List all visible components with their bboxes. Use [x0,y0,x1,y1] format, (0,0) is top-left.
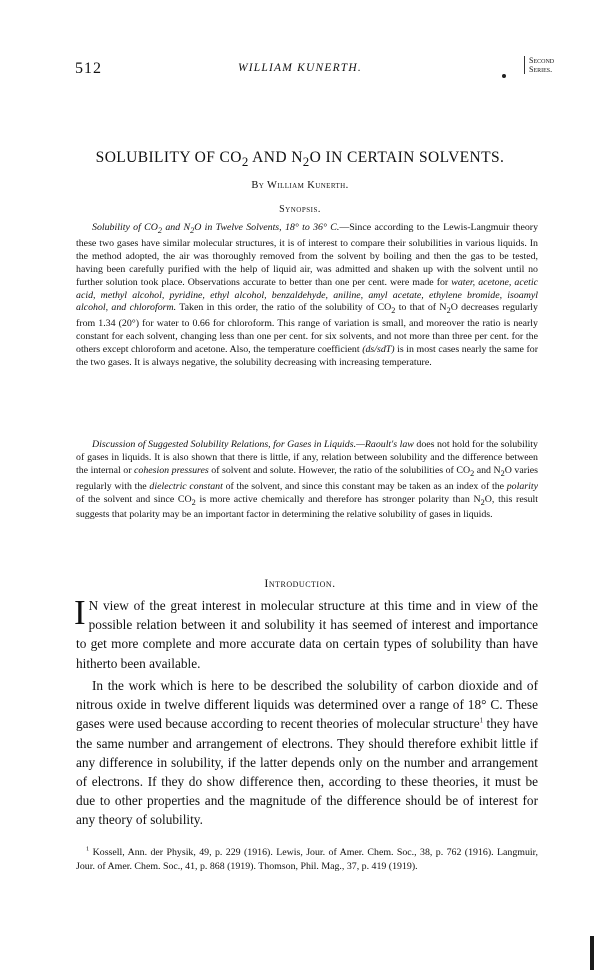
series-line-2: Series. [529,65,553,74]
series-marker [524,56,554,74]
running-head: WILLIAM KUNERTH. [238,62,362,74]
author-byline: By William Kunerth. [251,180,349,191]
scan-edge-mark [588,936,596,970]
solvent-list: water, acetone, acetic acid, methyl alcohol, pyridine, ethyl alcohol, benzaldehyde, aniline, amyl acetate, ethylene bromide, isoamyl alcohol, and chloroform. [76,276,538,314]
title-subscript: 2 [302,154,310,170]
series-line-1: Second [529,56,555,65]
title-part: SOLUBILITY OF CO [95,149,242,166]
synopsis-paragraph-2: Discussion of Suggested Solubility Relations, for Gases in Liquids.—Raoult's law does not hold for the solubility of gases in liquids. It is also shown that there is little, if any, relation between solubility and the difference between the internal or cohesion pressures of solvent and solute. However, the ratio of the solubilities of $CO_2$ and $N_2O$ varies regularly with the dielectric constant of the solvent, and since this constant may be taken as an index of the polarity of the solvent and since $CO_2$ is more active chemically and therefore has stronger polarity than $N_2O$, this result suggests that polarity may be an important factor in determining the relative solubility of gases in liquids. [76,439,539,521]
synopsis-topic: Discussion of Suggested Solubility Relations, for Gases in Liquids. [92,439,357,450]
raoult-law: —Raoult's law [356,439,414,450]
cohesion-pressures: cohesion pressures [134,464,209,476]
footnote [76,846,538,874]
footnote-text: Kossell, Ann. der Physik, 49, p. 229 (1916). Lewis, Jour. of Amer. Chem. Soc., 38, p. 762 (1916). Langmuir, Jour. of Amer. Chem. Soc., 41, p. 868 (1919). Thomson, Phil. Mag., 37, p. 419 (1919). [76,847,538,872]
synopsis-paragraph-1: Solubility of $CO_2$ and $N_2O$ in Twelve Solvents, 18° to 36° C.—Since according to the Lewis-Langmuir theory these two gases have similar molecular structures, it is of interest to compare their solubilities in various liquids. In the method adopted, the air was thoroughly removed from the solvent by boiling and then the gas to be tested, having been carefully purified with the help of liquid air, was admitted and shaken up with the solvent until no further solution took place. Observations accurate to better than one per cent. were made for water, acetone, acetic acid, methyl alcohol, pyridine, ethyl alcohol, benzaldehyde, aniline, amyl acetate, ethylene bromide, isoamyl alcohol, and chloroform. Taken in this order, the ratio of the solubility of $CO_2$ to that of $N_2O$ decreases regularly from 1.34 (20°) for water to 0.66 for chloroform. This range of variation is small, and moreover the ratio is nearly constant for each solvent, changing less than one per cent. for six solvents, and not more than three per cent. for the others except chloroform and acetone. Also, the temperature coefficient (ds/sdT) is in most cases nearly the same for the two gases. It is always negative, the solubility decreasing with increasing temperature. [76,222,539,368]
ink-dot [502,74,506,78]
page-header [0,56,600,86]
drop-cap: I [74,593,86,632]
intro-paragraph-1: I N view of the great interest in molecular structure at this time and in view of the possible relation between it and solubility it has seemed of interest and importance to get more complete and more accurate data on certain types of solubility than have hitherto been available. [74,593,538,671]
polarity: polarity [506,480,539,492]
title-part: O IN CERTAIN SOLVENTS. [309,149,505,166]
article-title [0,149,600,170]
temperature-coefficient: (ds/sdT) [362,344,395,356]
synopsis-topic: Solubility of $CO_2$ and $N_2O$ in Twelve Solvents, 18° to 36° C. [92,222,340,235]
title-subscript: 2 [241,154,249,170]
title-part: AND N [248,149,303,166]
footnote-reference: 1 [479,716,484,725]
footnote-mark: 1 [86,845,90,853]
synopsis-heading: Synopsis. [279,204,321,215]
introduction-heading: Introduction. [264,576,336,590]
intro-paragraph-2: In the work which is here to be described the solubility of carbon dioxide and of nitrous oxide in twelve different liquids was determined over a range of 18° C. These gases were used because according to recent theories of molecular structure$^1$ they have the same number and arrangement of electrons. They should therefore exhibit little if any difference in solubility, if the latter depends only on the number and arrangement of electrons. If they do show difference then, according to these theories, it must be due to other properties and the magnitude of the difference should be of interest for any theory of solubility. [76,678,538,828]
dielectric-constant: dielectric constant [149,480,223,492]
page-number: 512 [75,60,102,77]
